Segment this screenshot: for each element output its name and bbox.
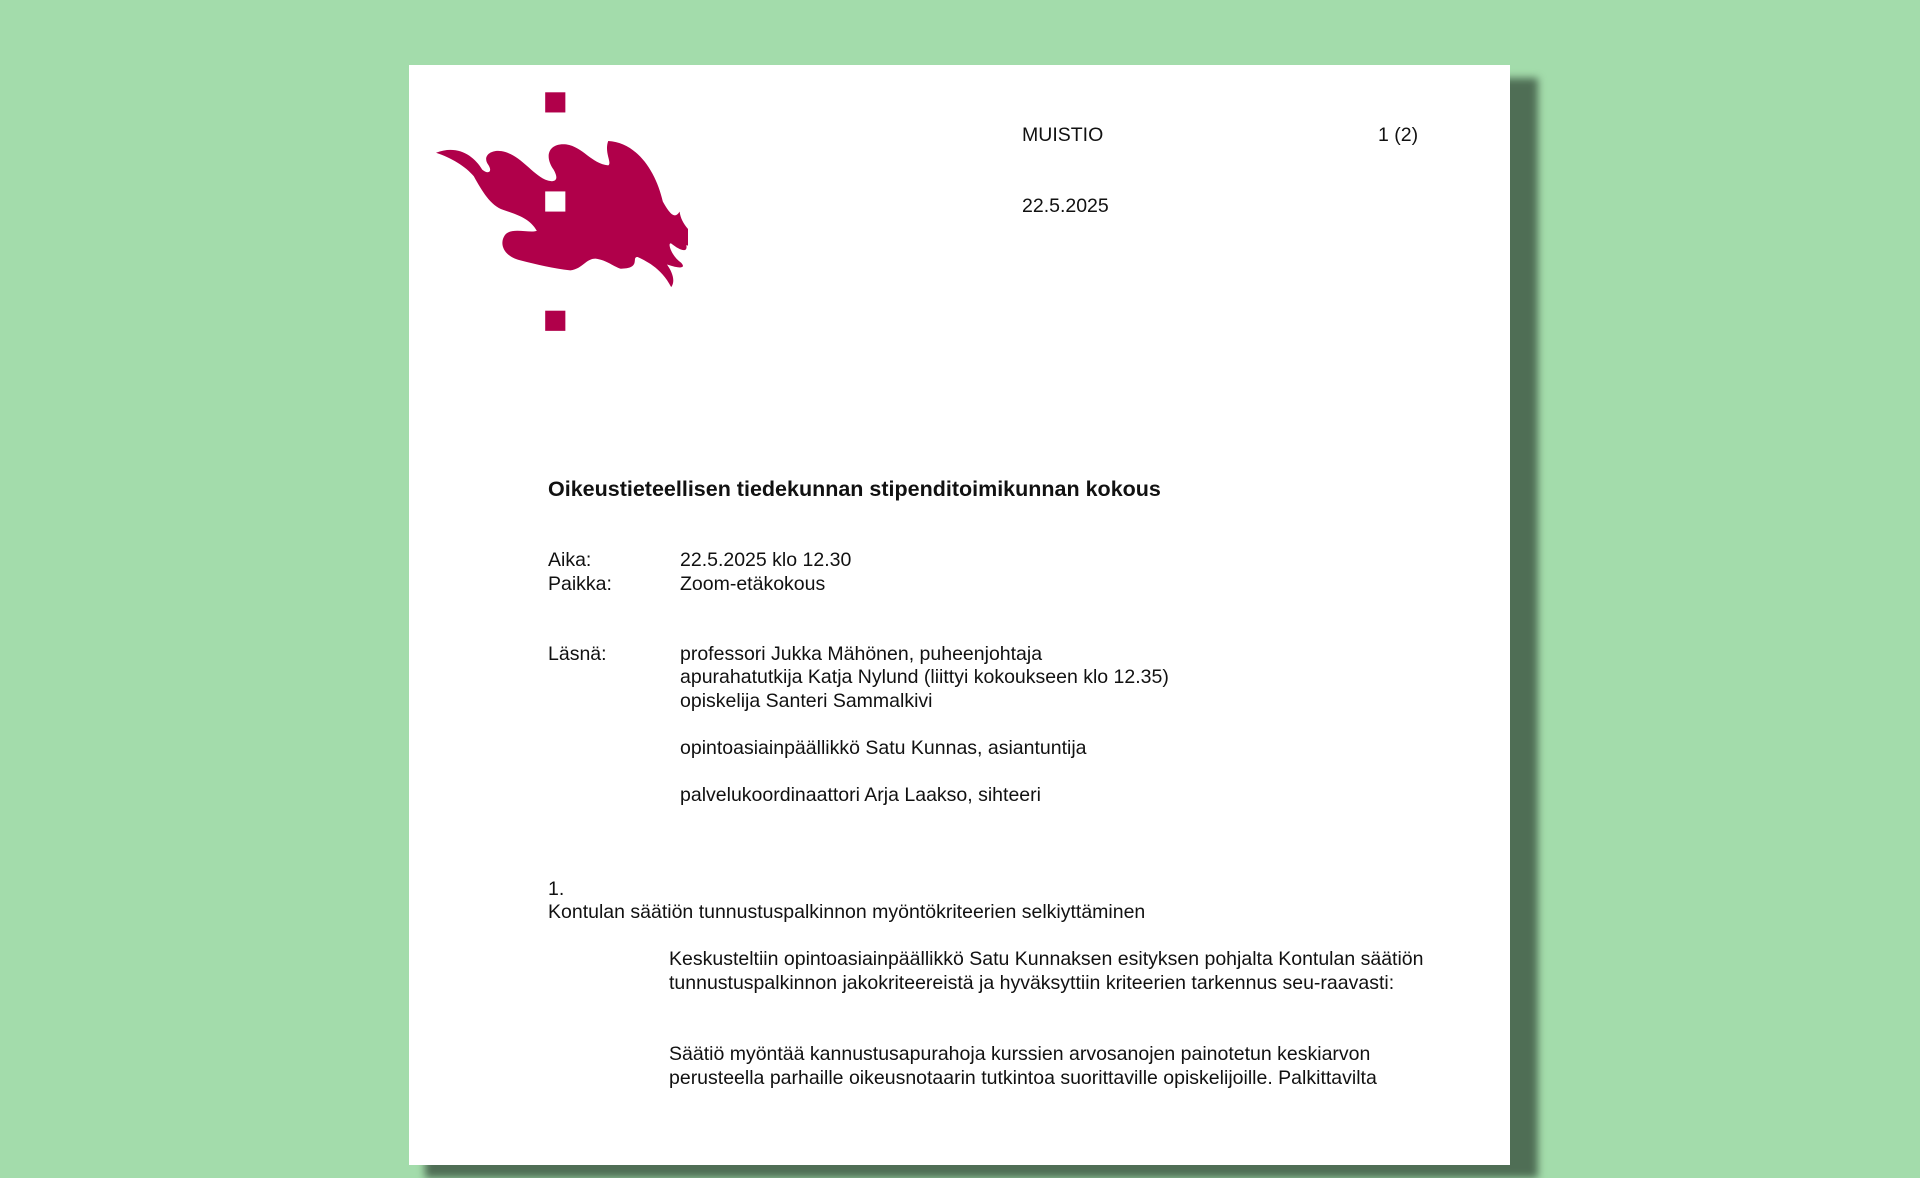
attendee-line: palvelukoordinaattori Arja Laakso, sihteeri xyxy=(680,784,1041,806)
document-title: Oikeustieteellisen tiedekunnan stipenditoimikunnan kokous xyxy=(548,477,1161,501)
attendees-label: Läsnä: xyxy=(548,643,607,665)
place-label: Paikka: xyxy=(548,573,612,595)
time-label: Aika: xyxy=(548,549,592,571)
section-paragraph: Säätiö myöntää kannustusapurahoja kurssien arvosanojen painotetun keskiarvon perusteella parhaille oikeusnotaarin tutkintoa suorittaville opiskelijoille. Palkittavilta xyxy=(669,1043,1377,1089)
attendee-line: professori Jukka Mähönen, puheenjohtaja xyxy=(680,643,1043,665)
section-number: 1. xyxy=(548,878,565,900)
section-paragraph: Keskusteltiin opintoasiainpäällikkö Satu Kunnaksen esityksen pohjalta Kontulan säätiön tunnustuspalkinnon jakokriteereistä ja hyväksyttiin kriteerien tarkennus seu-raavasti: xyxy=(669,948,1424,994)
attendee-line: opintoasiainpäällikkö Satu Kunnas, asiantuntija xyxy=(680,737,1087,759)
attendee-line: apurahatutkija Katja Nylund (liittyi kokoukseen klo 12.35) xyxy=(680,666,1169,688)
place-value: Zoom-etäkokous xyxy=(680,573,826,595)
page-number: 1 (2) xyxy=(1378,124,1419,146)
document-date: 22.5.2025 xyxy=(1022,195,1109,217)
section-heading: Kontulan säätiön tunnustuspalkinnon myöntökriteerien selkiyttäminen xyxy=(548,901,1146,923)
university-logo xyxy=(436,92,688,332)
document-type: MUISTIO xyxy=(1022,124,1104,146)
attendee-line: opiskelija Santeri Sammalkivi xyxy=(680,690,933,712)
time-value: 22.5.2025 klo 12.30 xyxy=(680,549,852,571)
